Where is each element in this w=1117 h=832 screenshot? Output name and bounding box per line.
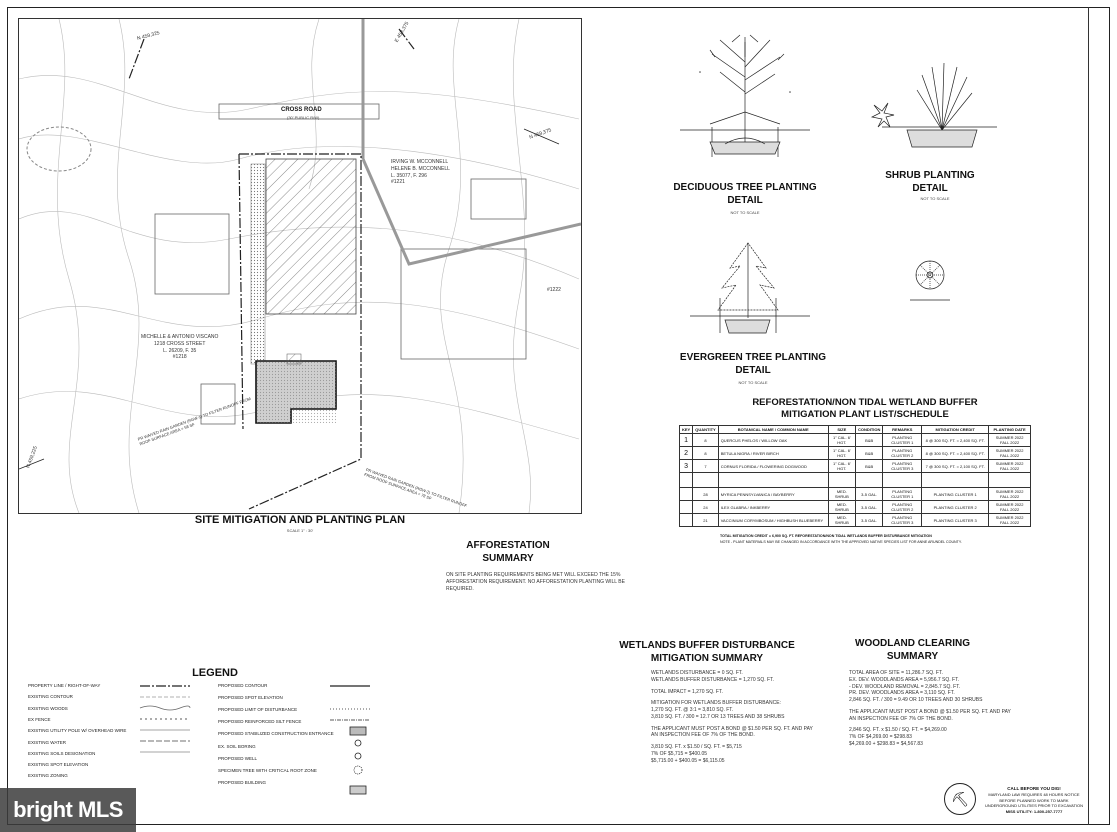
schedule-row <box>680 514 1031 527</box>
schedule-cell: PLANTING CLUSTER 3 <box>883 514 922 527</box>
site-plan-drawing <box>19 19 581 513</box>
owner-west-line-4: #1218 <box>172 354 187 361</box>
woodland-line: - DEV. WOODLAND REMOVAL = 2,845.7 SQ. FT. <box>849 683 961 690</box>
schedule-header-cell: QUANTITY <box>693 426 718 434</box>
schedule-key-cell <box>680 514 693 527</box>
schedule-spacer-cell <box>828 473 855 488</box>
schedule-header-cell: CONDITION <box>855 426 882 434</box>
coord-label-2: N 459,375 <box>528 127 553 141</box>
deciduous-detail-scale: NOT TO SCALE <box>730 210 760 215</box>
woodland-line: PR. DEV. WOODLANDS AREA = 3,110 SQ. FT. <box>849 690 955 697</box>
plant-schedule-table <box>679 425 1031 527</box>
wetland-buffer-strip <box>251 164 265 364</box>
schedule-key-cell <box>680 501 693 514</box>
site-plan-title: SITE MITIGATION AND PLANTING PLAN <box>194 514 406 526</box>
schedule-cell: 21 <box>693 514 718 527</box>
schedule-body <box>680 434 1031 527</box>
raingarden-1-label: PR WAIVED RAIN GARDEN (RGW-1) TO FILTER RUNOFF FROM ROOF SURFACE AREA = 58 SF <box>137 395 252 447</box>
title-block-divider <box>1088 7 1089 825</box>
wetlands-line: $5,715.00 + $400.05 = $6,115.05 <box>651 757 725 764</box>
call-before-dig-icon: ⛏ <box>944 783 976 815</box>
schedule-cell: 1" CAL. 6' HGT. <box>828 460 855 473</box>
wetlands-line: THE APPLICANT MUST POST A BOND @ $1.50 PER SQ. FT. AND PAY <box>651 725 813 732</box>
road-sub-label: (30' PUBLIC R/W) <box>287 115 320 120</box>
schedule-cell: QUERCUS PHELOS / WILLOW OAK <box>718 434 828 447</box>
schedule-cell: MED. SHRUB <box>828 488 855 501</box>
woodland-line: 2,846 SQ. FT. / 300 = 9.49 OR 10 TREES AND 30 SHRUBS <box>849 697 983 703</box>
schedule-cell: ILEX GLABRA / INKBERRY <box>718 501 828 514</box>
schedule-cell: VACCINIUM CORYMBOSUM / HIGHBUSH BLUEBERRY <box>718 514 828 527</box>
schedule-row <box>680 447 1031 460</box>
schedule-header-row <box>680 426 1031 434</box>
evergreen-detail-title: EVERGREEN TREE PLANTING DETAIL <box>679 352 827 376</box>
schedule-cell: 28 <box>693 488 718 501</box>
schedule-cell: SUMMER 2022 FALL 2022 <box>989 514 1031 527</box>
schedule-row <box>680 434 1031 447</box>
schedule-title-line-2: MITIGATION PLANT LIST/SCHEDULE <box>781 409 949 420</box>
woodland-line: EX. DEV. WOODLANDS AREA = 5,956.7 SQ. FT. <box>849 676 959 683</box>
wetlands-line: WETLANDS DISTURBANCE = 0 SQ. FT. <box>651 670 743 676</box>
legend-title: LEGEND <box>192 667 238 679</box>
schedule-spacer-cell <box>922 473 989 488</box>
schedule-cell: 1" CAL. 6' HGT. <box>828 434 855 447</box>
coord-label-3: E 458,375 <box>393 20 411 44</box>
schedule-header-cell: MITIGATION CREDIT <box>922 426 989 434</box>
shrub-detail <box>862 55 1002 165</box>
schedule-cell: B&B <box>855 447 882 460</box>
afforestation-title: AFFORESTATION SUMMARY <box>466 540 550 564</box>
schedule-cell: PLANTING CLUSTER 1 <box>922 488 989 501</box>
owner-east-line-2: HELENE B. MCCONNELL <box>391 165 450 172</box>
schedule-cell: PLANTING CLUSTER 1 <box>883 434 922 447</box>
schedule-cell: 1" CAL. 6' HGT. <box>828 447 855 460</box>
owner-west-line-2: 1218 CROSS STREET <box>154 340 206 347</box>
call-before-dig-block <box>978 786 1090 815</box>
legend-item: PROPOSED LIMIT OF DISTURBANCE <box>218 707 298 713</box>
wetlands-line: 3,810 SQ. FT. x $1.50 / SQ. FT. = $5,715 <box>651 744 742 750</box>
bright-mls-watermark: bright MLS <box>0 788 136 832</box>
call-before-dig-line: MARYLAND LAW REQUIRES 48 HOURS NOTICE <box>988 792 1080 798</box>
schedule-header-cell: KEY <box>680 426 693 434</box>
schedule-key-cell: 1 <box>680 434 693 447</box>
woodland-line: $4,269.00 + $298.83 = $4,567.83 <box>849 740 923 747</box>
legend-item: EXISTING SOILS DESIGNATION <box>28 750 96 756</box>
schedule-cell: PLANTING CLUSTER 3 <box>883 460 922 473</box>
schedule-header-cell: SIZE <box>828 426 855 434</box>
site-plan-viewport <box>18 18 582 514</box>
disturbance-hatch-area <box>266 159 356 314</box>
wetlands-line: TOTAL IMPACT = 1,270 SQ. FT. <box>651 688 723 695</box>
woodland-body <box>849 670 1069 748</box>
owner-west-line-3: L. 26209, F. 35 <box>163 347 197 354</box>
schedule-cell: SUMMER 2022 FALL 2022 <box>989 460 1031 473</box>
schedule-cell: B&B <box>855 460 882 473</box>
wetlands-line: 1,270 SQ. FT. @ 3:1 = 3,810 SQ. FT. <box>651 707 734 713</box>
site-plan-scale: SCALE 1" : 30' <box>286 528 314 533</box>
woodland-title: WOODLAND CLEARING SUMMARY <box>855 638 970 662</box>
owner-east-line-1: IRVING W. MCCONNELL <box>391 159 449 165</box>
schedule-cell: 3-5 GAL. <box>855 488 882 501</box>
schedule-cell: CORNUS FLORIDA / FLOWERING DOGWOOD <box>718 460 828 473</box>
schedule-cell: PLANTING CLUSTER 2 <box>883 501 922 514</box>
schedule-row <box>680 488 1031 501</box>
wetlands-title: WETLANDS BUFFER DISTURBANCE MITIGATION SUMMARY <box>619 640 795 664</box>
legend-item: EXISTING CONTOUR <box>28 694 73 700</box>
schedule-cell: 8 <box>693 447 718 460</box>
schedule-header-cell: REMARKS <box>883 426 922 434</box>
schedule-key-cell: 3 <box>680 460 693 473</box>
schedule-spacer-cell <box>855 473 882 488</box>
owner-east-line-4: #1221 <box>391 179 405 186</box>
schedule-spacer-cell <box>693 473 718 488</box>
schedule-cell: SUMMER 2022 FALL 2022 <box>989 447 1031 460</box>
wetlands-line: 3,810 SQ. FT. / 300 = 12.7 OR 13 TREES AND 38 SHRUBS <box>651 713 785 720</box>
wetlands-line: AN INSPECTION FEE OF 7% OF THE BOND. <box>651 732 755 739</box>
evergreen-tree-detail <box>670 238 830 348</box>
schedule-spacer-cell <box>680 473 693 488</box>
road-label: CROSS ROAD <box>281 107 322 113</box>
schedule-cell: MED. SHRUB <box>828 501 855 514</box>
legend-item: SPECIMEN TREE WITH CRITICAL ROOT ZONE <box>218 767 317 773</box>
wetlands-body <box>651 670 861 764</box>
schedule-cell: 3-5 GAL. <box>855 501 882 514</box>
wetlands-line: MITIGATION FOR WETLANDS BUFFER DISTURBANCE: <box>651 700 781 707</box>
schedule-cell: 3-5 GAL. <box>855 514 882 527</box>
afforestation-body: ON SITE PLANTING REQUIREMENTS BEING MET WILL EXCEED THE 15% AFFORESTATION REQUIREMENT. NO AFFORESTATION PLANTING WILL BE REQUIRED. <box>446 572 625 592</box>
shrub-detail-scale: NOT TO SCALE <box>920 196 950 201</box>
owner-east-line-3: L. 35077, F. 296 <box>391 172 427 179</box>
deciduous-detail-title: DECIDUOUS TREE PLANTING DETAIL <box>673 182 817 206</box>
legend-item: PROPOSED CONTOUR <box>218 683 268 688</box>
call-before-dig-line: MISS UTILITY: 1-800-257-7777 <box>1005 809 1063 815</box>
schedule-cell: BETULA NIGRA / RIVER BIRCH <box>718 447 828 460</box>
schedule-cell: PLANTING CLUSTER 1 <box>883 488 922 501</box>
schedule-cell: 8 @ 300 SQ. FT. = 2,400 SQ. FT. <box>922 434 989 447</box>
legend-item: EXISTING SPOT ELEVATION <box>28 762 89 768</box>
schedule-cell: PLANTING CLUSTER 2 <box>922 501 989 514</box>
schedule-cell: PLANTING CLUSTER 2 <box>883 447 922 460</box>
legend-item: PROPOSED SPOT ELEVATION <box>218 695 283 701</box>
wetlands-line: WETLANDS BUFFER DISTURBANCE = 1,270 SQ. FT. <box>651 676 774 683</box>
schedule-key-cell: 2 <box>680 447 693 460</box>
legend-item: EXISTING WOODS <box>28 705 68 711</box>
evergreen-detail-scale: NOT TO SCALE <box>738 380 768 385</box>
shrub-detail-title: SHRUB PLANTING DETAIL <box>885 170 975 194</box>
schedule-total: TOTAL MITIGATION CREDIT = 6,900 SQ. FT. REFORESTATION/NON TIDAL WETLANDS BUFFER DISTURBANCE MITIGATION <box>720 534 932 538</box>
schedule-cell: 8 <box>693 434 718 447</box>
schedule-row <box>680 460 1031 473</box>
coord-label-4: N 459,225 <box>25 445 39 470</box>
schedule-spacer-cell <box>883 473 922 488</box>
schedule-cell: MED. SHRUB <box>828 514 855 527</box>
schedule-cell: 7 <box>693 460 718 473</box>
schedule-note: NOTE - PLANT MATERIALS MAY BE CHANGED IN ACCORDANCE WITH THE APPROVED NATIVE SPECIES LIST FOR ANNE ARUNDEL COUNTY. <box>720 540 962 544</box>
legend-item: PROPOSED WELL <box>218 755 258 761</box>
wetlands-line: 7% OF $5,715 = $400.05 <box>651 750 708 757</box>
owner-west-label <box>141 334 218 361</box>
schedule-cell: B&B <box>855 434 882 447</box>
legend-item: EX FENCE <box>28 716 51 722</box>
call-before-dig-line: UNDERGROUND UTILITIES PRIOR TO EXCAVATION <box>984 803 1084 809</box>
legend-item: EXISTING ZONING <box>28 773 68 779</box>
schedule-cell: SUMMER 2022 FALL 2022 <box>989 488 1031 501</box>
raingarden-2-label: PR WAIVED RAIN GARDEN (RGW-2) TO FILTER RUNOFF FROM ROOF SURFACE AREA = 78 SF <box>363 467 468 509</box>
woodland-line: 7% OF $4,269.00 = $298.83 <box>849 734 912 740</box>
woodland-line: AN INSPECTION FEE OF 7% OF THE BOND. <box>849 715 953 722</box>
schedule-key-cell <box>680 488 693 501</box>
schedule-title-line-1: REFORESTATION/NON TIDAL WETLAND BUFFER <box>752 397 978 408</box>
lot-east-label: #1222 <box>547 287 561 293</box>
legend-item: EXISTING UTILITY POLE W/ OVERHEAD WIRE <box>28 728 127 734</box>
shrub-plan-detail <box>890 245 970 325</box>
schedule-row <box>680 501 1031 514</box>
legend-item: EX. SOIL BORING <box>218 743 256 749</box>
schedule-cell: 24 <box>693 501 718 514</box>
schedule-cell: SUMMER 2022 FALL 2022 <box>989 501 1031 514</box>
schedule-spacer-cell <box>718 473 828 488</box>
schedule-cell: 8 @ 300 SQ. FT. = 2,400 SQ. FT. <box>922 447 989 460</box>
coord-label-1: N 459,325 <box>136 30 161 42</box>
schedule-cell: SUMMER 2022 FALL 2022 <box>989 434 1031 447</box>
woodland-line: 2,846 SQ. FT. x $1.50 / SQ. FT. = $4,269.00 <box>849 727 947 734</box>
call-before-dig-title: CALL BEFORE YOU DIG! <box>1007 786 1061 791</box>
woodland-line: THE APPLICANT MUST POST A BOND @ $1.50 PER SQ. FT. AND PAY <box>849 708 1011 715</box>
pond-shape <box>27 127 91 171</box>
call-before-dig-line: BEFORE PLANNED WORK TO MARK <box>999 797 1069 803</box>
schedule-header-cell: PLANTING DATE <box>989 426 1031 434</box>
legend-item: PROPOSED BUILDING <box>218 779 267 785</box>
schedule-spacer-row <box>680 473 1031 488</box>
owner-west-line-1: MICHELLE & ANTONIO VISCANO <box>141 334 219 340</box>
legend-item: PROPOSED STABILIZED CONSTRUCTION ENTRANCE <box>218 731 334 737</box>
schedule-spacer-cell <box>989 473 1031 488</box>
legend-symbols <box>130 680 380 800</box>
schedule-cell: PLANTING CLUSTER 3 <box>922 514 989 527</box>
legend-item: PROPOSED REINFORCED SILT FENCE <box>218 719 302 725</box>
schedule-cell: MYRICA PENNSYLVANICA / BAYBERRY <box>718 488 828 501</box>
legend-item: EXISTING WATER <box>28 739 67 745</box>
schedule-header-cell: BOTANICAL NAME / COMMON NAME <box>718 426 828 434</box>
deciduous-tree-detail <box>650 32 840 172</box>
schedule-cell: 7 @ 300 SQ. FT. = 2,100 SQ. FT. <box>922 460 989 473</box>
owner-east-label <box>391 159 450 186</box>
woodland-line: TOTAL AREA OF SITE = 11,286.7 SQ. FT. <box>849 670 943 676</box>
legend-item: PROPERTY LINE / RIGHT-OF-WAY <box>28 683 101 688</box>
